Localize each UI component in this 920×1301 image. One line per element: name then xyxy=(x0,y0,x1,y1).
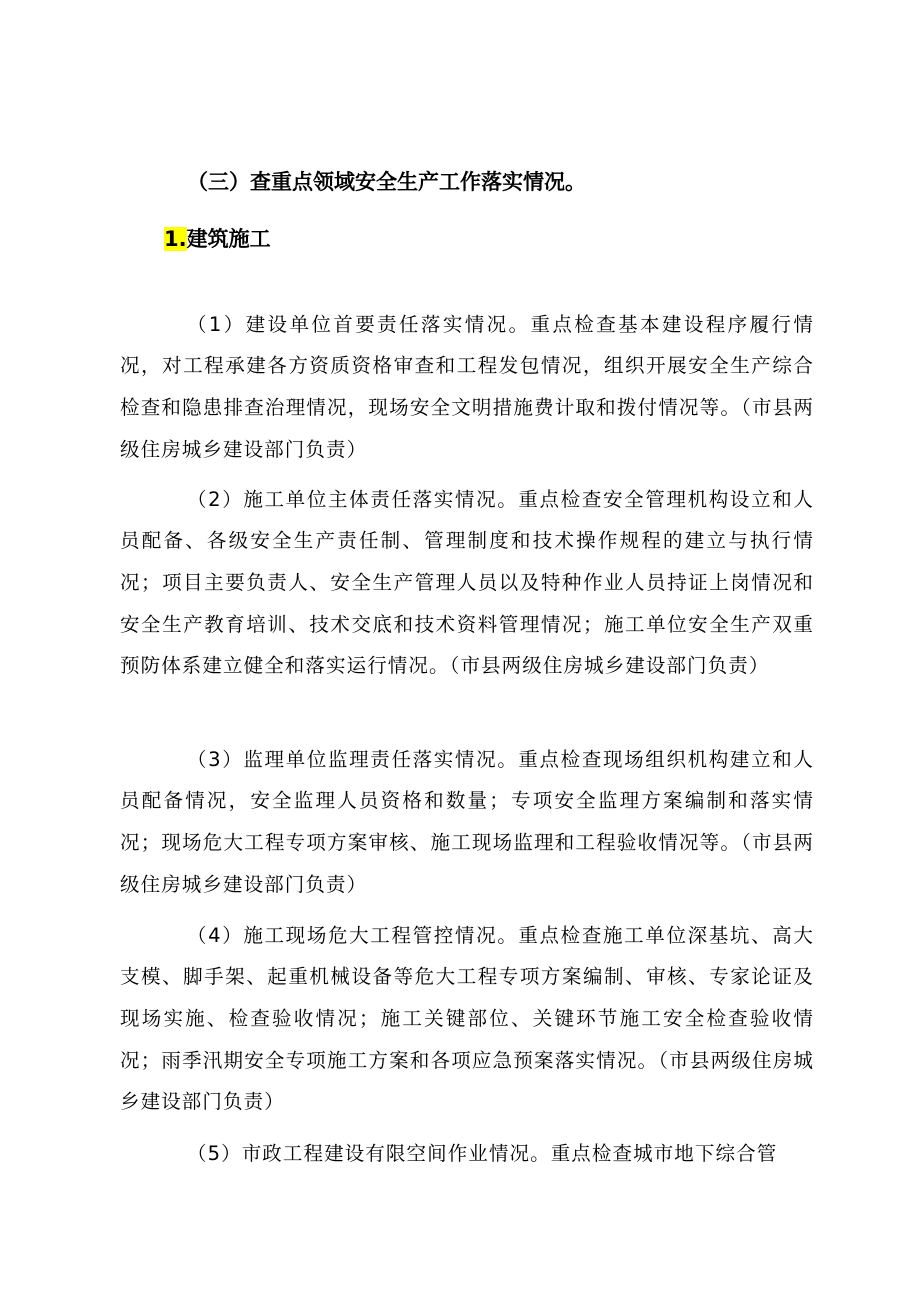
subheading-title: 建筑施工 xyxy=(186,227,271,251)
subheading-number: 1. xyxy=(164,227,187,251)
paragraph-2: （2）施工单位主体责任落实情况。重点检查安全管理机构设立和人员配备、各级安全生产责任制、管理制度和技术操作规程的建立与执行情况；项目主要负责人、安全生产管理人员以及特种作业人员持证上岗情况和安全生产教育培训、技术交底和技术资料管理情况；施工单位安全生产双重预防体系建立健全和落实运行情况。（市县两级住房城乡建设部门负责） xyxy=(120,487,814,678)
subheading xyxy=(164,223,271,255)
paragraph-5: （5）市政工程建设有限空间作业情况。重点检查城市地下综合管 xyxy=(187,1141,778,1165)
paragraph-4: （4）施工现场危大工程管控情况。重点检查施工单位深基坑、高大支模、脚手架、起重机械设备等危大工程专项方案编制、审核、专家论证及现场实施、检查验收情况；施工关键部位、关键环节施工安全检查验收情况；雨季汛期安全专项施工方案和各项应急预案落实情况。（市县两级住房城乡建设部门负责） xyxy=(120,923,814,1114)
paragraph-3: （3）监理单位监理责任落实情况。重点检查现场组织机构建立和人员配备情况，安全监理人员资格和数量；专项安全监理方案编制和落实情况；现场危大工程专项方案审核、施工现场监理和工程验收情况等。（市县两级住房城乡建设部门负责） xyxy=(120,747,814,896)
section-heading: （三）查重点领域安全生产工作落实情况。 xyxy=(187,170,586,194)
paragraph-1: （1）建设单位首要责任落实情况。重点检查基本建设程序履行情况，对工程承建各方资质资格审查和工程发包情况，组织开展安全生产综合检查和隐患排查治理情况，现场安全文明措施费计取和拨付情况等。（市县两级住房城乡建设部门负责） xyxy=(120,312,814,461)
